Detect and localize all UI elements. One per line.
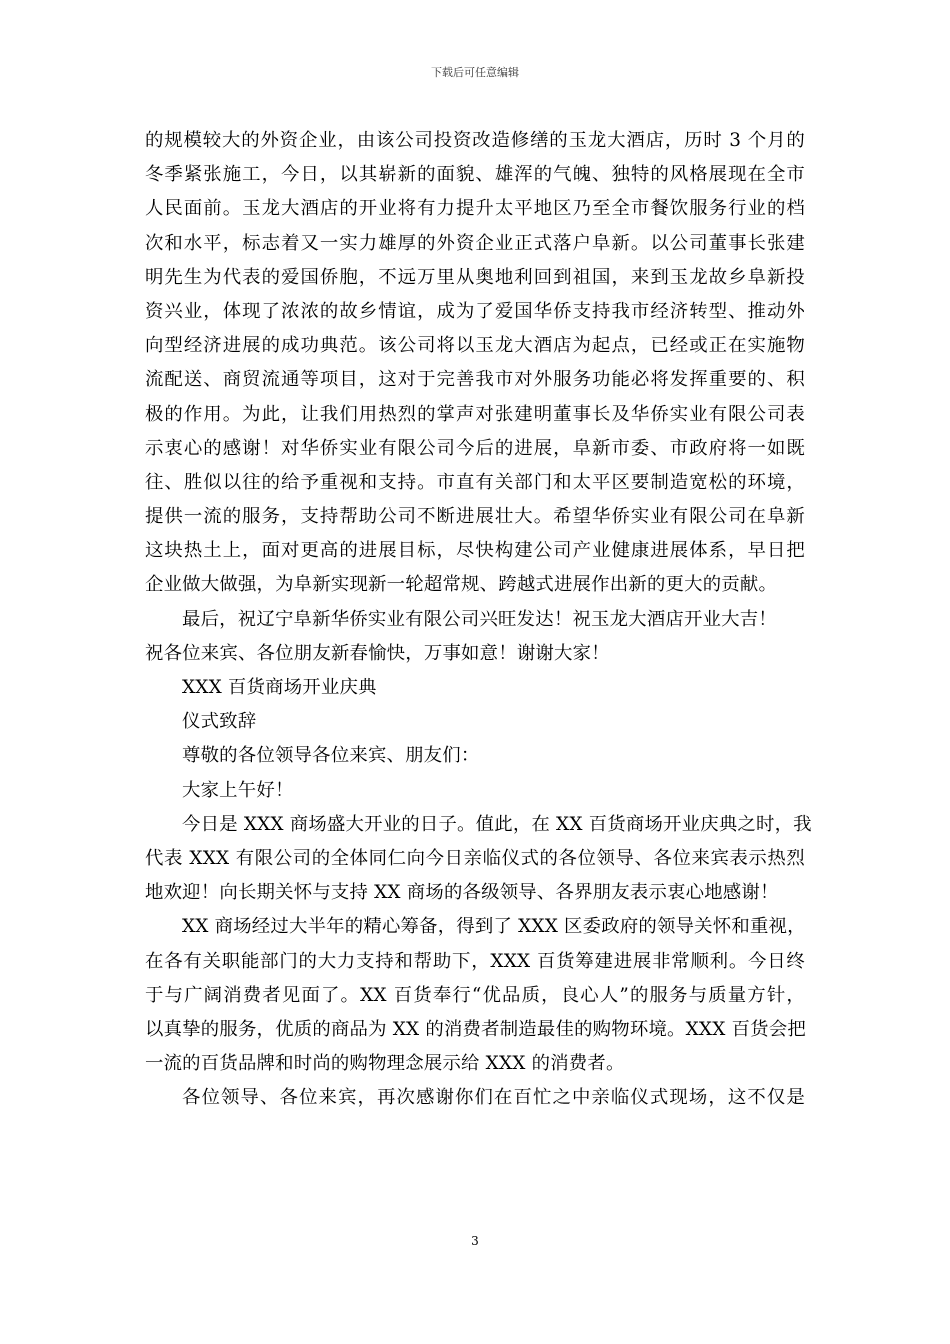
text-line: 的规模较大的外资企业，由该公司投资改造修缮的玉龙大酒店，历时 3 个月的 [145, 130, 805, 151]
text-line: 一流的百货品牌和时尚的购物理念展示给 XXX 的消费者。 [145, 1053, 625, 1075]
text-line: 代表 XXX 有限公司的全体同仁向今日亲临仪式的各位领导、各位来宾表示热烈 [145, 847, 805, 869]
text-line: 以真挚的服务，优质的商品为 XX 的消费者制造最佳的购物环境。XXX 百货会把 [145, 1018, 806, 1040]
text-line: 往、胜似以往的给予重视和支持。市直有关部门和太平区要制造宽松的环境， [145, 471, 805, 493]
text-line: 冬季紧张施工，今日，以其崭新的面貌、雄浑的气魄、独特的风格展现在全市 [145, 164, 805, 186]
page-header: 下载后可任意编辑 [431, 66, 519, 79]
text-line: 次和水平，标志着又一实力雄厚的外资企业正式落户阜新。以公司董事长张建 [145, 232, 805, 254]
text-line: 示衷心的感谢！对华侨实业有限公司今后的进展，阜新市委、市政府将一如既 [145, 437, 805, 459]
text-line: 最后，祝辽宁阜新华侨实业有限公司兴旺发达！祝玉龙大酒店开业大吉！ [182, 608, 777, 630]
text-line: XX 商场经过大半年的精心筹备，得到了 XXX 区委政府的领导关怀和重视， [182, 916, 806, 938]
document-body [145, 124, 812, 1115]
text-line: 尊敬的各位领导各位来宾、朋友们： [182, 745, 480, 767]
text-line: 这块热土上，面对更高的进展目标，尽快构建公司产业健康进展体系，早日把 [145, 540, 805, 562]
text-line: 极的作用。为此，让我们用热烈的掌声对张建明董事长及华侨实业有限公司表 [145, 403, 805, 425]
text-line: 祝各位来宾、各位朋友新春愉快，万事如意！谢谢大家！ [145, 642, 610, 664]
page-number: 3 [471, 1234, 479, 1248]
text-line: 流配送、商贸流通等项目，这对于完善我市对外服务功能必将发挥重要的、积 [145, 369, 805, 391]
text-line: 仪式致辞 [182, 711, 257, 733]
text-line: 各位领导、各位来宾，再次感谢你们在百忙之中亲临仪式现场，这不仅是 [182, 1087, 805, 1109]
text-line: 于与广阔消费者见面了。XX 百货奉行“优品质，良心人”的服务与质量方针， [145, 984, 805, 1006]
text-line: 大家上午好！ [182, 779, 294, 801]
text-line: 提供一流的服务，支持帮助公司不断进展壮大。希望华侨实业有限公司在阜新 [145, 506, 805, 528]
text-line: 明先生为代表的爱国侨胞，不远万里从奥地利回到祖国，来到玉龙故乡阜新投 [145, 266, 805, 288]
text-line: 人民面前。玉龙大酒店的开业将有力提升太平地区乃至全市餐饮服务行业的档 [145, 198, 805, 220]
text-line: XXX 百货商场开业庆典 [182, 677, 377, 698]
text-line: 地欢迎！向长期关怀与支持 XX 商场的各级领导、各界朋友表示衷心地感谢！ [145, 882, 779, 904]
text-line: 资兴业，体现了浓浓的故乡情谊，成为了爱国华侨支持我市经济转型、推动外 [145, 300, 805, 322]
text-line: 今日是 XXX 商场盛大开业的日子。值此，在 XX 百货商场开业庆典之时，我 [182, 813, 812, 835]
text-line: 在各有关职能部门的大力支持和帮助下，XXX 百货筹建进展非常顺利。今日终 [145, 950, 805, 972]
text-line: 企业做大做强，为阜新实现新一轮超常规、跨越式进展作出新的更大的贡献。 [145, 574, 778, 596]
text-line: 向型经济进展的成功典范。该公司将以玉龙大酒店为起点，已经或正在实施物 [145, 335, 805, 357]
